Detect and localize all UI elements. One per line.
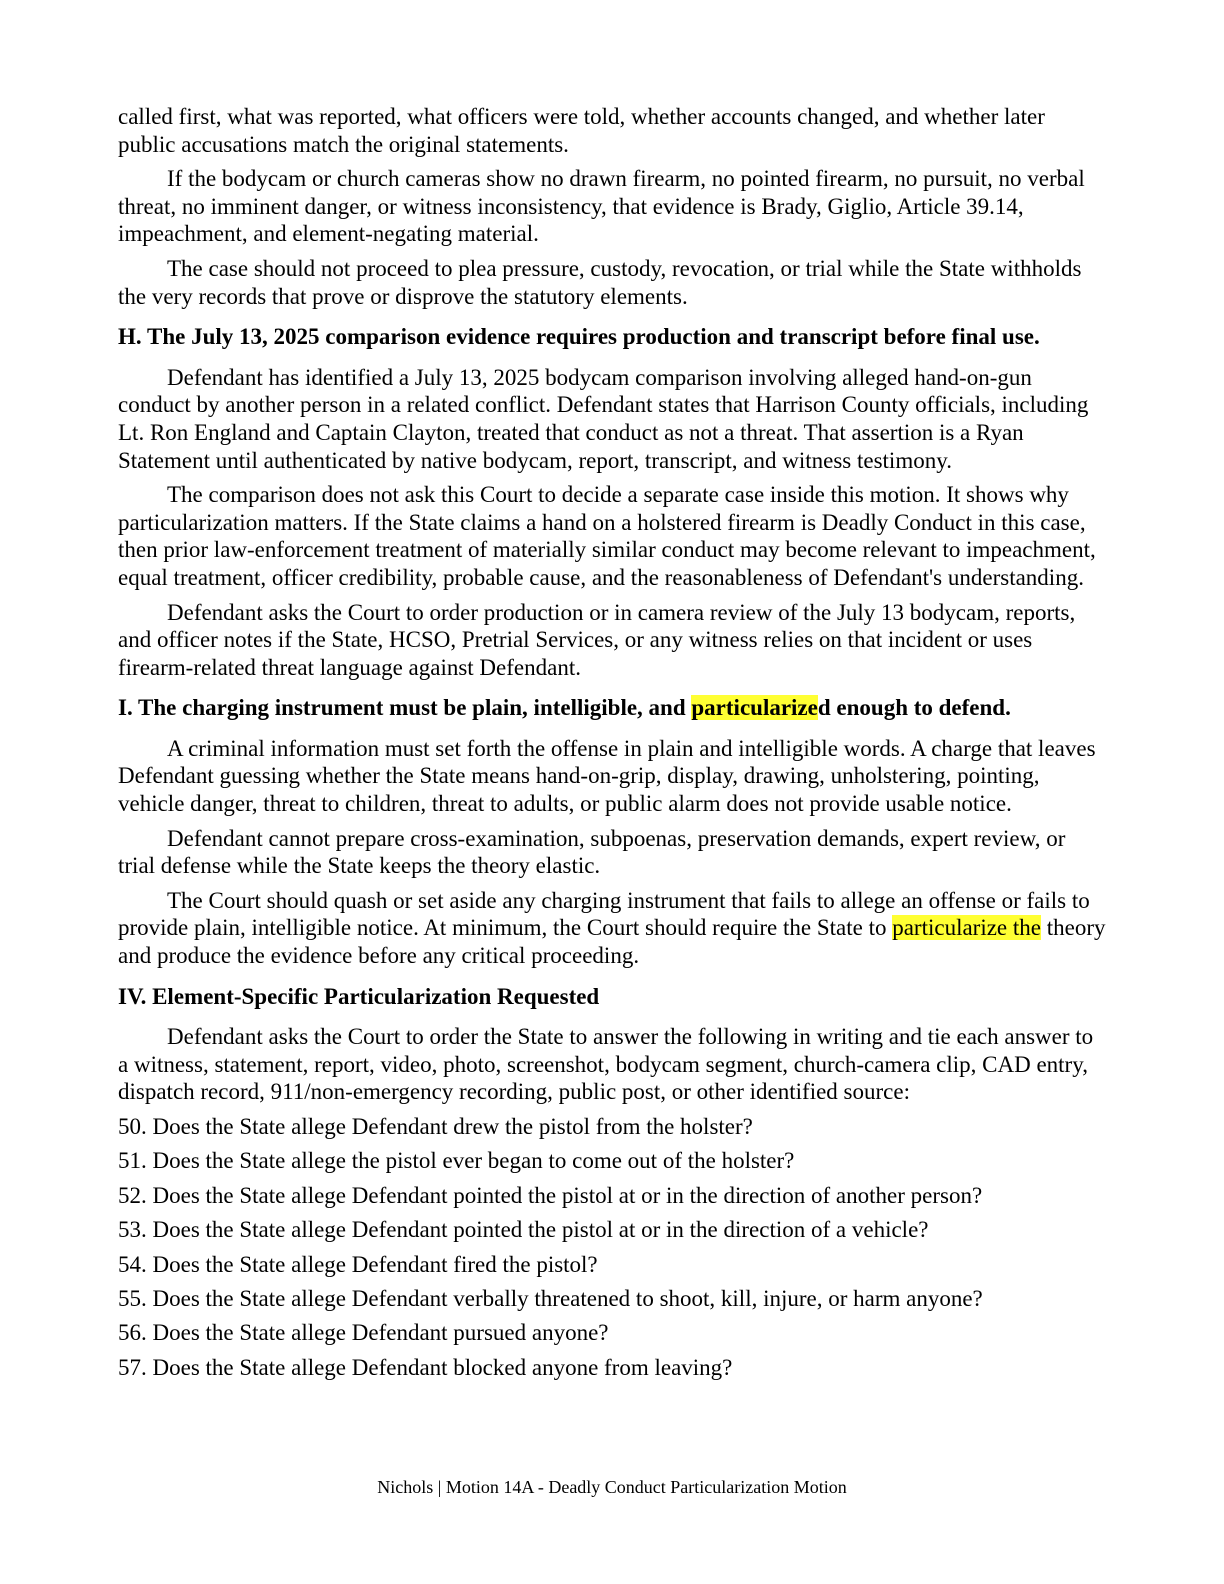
section-i-paragraph-2: Defendant cannot prepare cross-examination, subpoenas, preservation demands, expert review, or trial defense while the State keeps the theory elastic. (118, 825, 1066, 879)
paragraph-bodycam-evidence: If the bodycam or church cameras show no drawn firearm, no pointed firearm, no pursuit, no verbal threat, no imminent danger, or witness inconsistency, that evidence is Brady, Giglio, Article 39.14, impeachment, and element-negating material. (118, 166, 1085, 247)
particularization-question-list (118, 1113, 1108, 1381)
section-i-heading-text-before: I. The charging instrument must be plain, intelligible, and (118, 695, 692, 721)
section-h-paragraph-1: Defendant has identified a July 13, 2025 bodycam comparison involving alleged hand-on-gun conduct by another person in a related conflict. Defendant states that Harrison County officials, including Lt. Ron England and Captain Clayton, treated that conduct as not a threat. That assertion is a Ryan Statement until authenticated by native bodycam, report, transcript, and witness testimony. (118, 364, 1089, 473)
page-footer: Nichols | Motion 14A - Deadly Conduct Particularization Motion (377, 1477, 847, 1497)
list-item: 57. Does the State allege Defendant blocked anyone from leaving? (118, 1354, 733, 1380)
paragraph-intro-continuation: called first, what was reported, what officers were told, whether accounts changed, and whether later public accusations match the original statements. (118, 104, 1045, 157)
list-item: 56. Does the State allege Defendant pursued anyone? (118, 1320, 609, 1346)
section-i-heading (118, 694, 1108, 722)
list-item: 52. Does the State allege Defendant pointed the pistol at or in the direction of another person? (118, 1182, 983, 1208)
section-i-paragraph-3-highlight: particularize the (892, 915, 1041, 941)
paragraph-state-withholds: The case should not proceed to plea pressure, custody, revocation, or trial while the State withholds the very records that prove or disprove the statutory elements. (118, 255, 1082, 309)
section-i-paragraph-1: A criminal information must set forth the offense in plain and intelligible words. A charge that leaves Defendant guessing whether the State means hand-on-grip, display, drawing, unholstering, pointing, vehicle danger, threat to children, threat to adults, or public alarm does not provide usable notice. (118, 735, 1096, 817)
section-i-paragraph-3 (118, 887, 1108, 970)
section-i-paragraph-3-text-after: theory and produce the evidence before any critical proceeding. (118, 915, 1106, 969)
section-h-heading: H. The July 13, 2025 comparison evidence requires production and transcript before final use. (118, 324, 1040, 350)
section-i-heading-text-after: d enough to defend. (817, 695, 1011, 721)
list-item: 51. Does the State allege the pistol ever began to come out of the holster? (118, 1148, 795, 1174)
list-item: 53. Does the State allege Defendant pointed the pistol at or in the direction of a vehicle? (118, 1217, 929, 1243)
section-h-paragraph-3: Defendant asks the Court to order production or in camera review of the July 13 bodycam, reports, and officer notes if the State, HCSO, Pretrial Services, or any witness relies on that incident or uses firearm-related threat language against Defendant. (118, 599, 1076, 680)
section-i-paragraph-3-text-before: The Court should quash or set aside any charging instrument that fails to allege an offense or fails to provide plain, intelligible notice. At minimum, the Court should require the State to (118, 887, 1090, 941)
section-iv-heading: IV. Element-Specific Particularization Requested (118, 983, 600, 1009)
list-item: 55. Does the State allege Defendant verbally threatened to shoot, kill, injure, or harm anyone? (118, 1285, 983, 1311)
list-item: 50. Does the State allege Defendant drew the pistol from the holster? (118, 1114, 753, 1139)
section-iv-intro: Defendant asks the Court to order the State to answer the following in writing and tie each answer to a witness, statement, report, video, photo, screenshot, bodycam segment, church-camera clip, CAD entry, dispatch record, 911/non-emergency recording, public post, or other identified source: (118, 1024, 1094, 1105)
list-item: 54. Does the State allege Defendant fired the pistol? (118, 1251, 598, 1277)
section-h-paragraph-2: The comparison does not ask this Court to decide a separate case inside this motion. It shows why particularization matters. If the State claims a hand on a holstered firearm is Deadly Conduct in this case, then prior law-enforcement treatment of materially similar conduct may become relevant to impeachment, equal treatment, officer credibility, probable cause, and the reasonableness of Defendant's understanding. (118, 482, 1096, 590)
document-page (118, 103, 1108, 1388)
section-i-heading-highlight: particularize (691, 695, 818, 721)
